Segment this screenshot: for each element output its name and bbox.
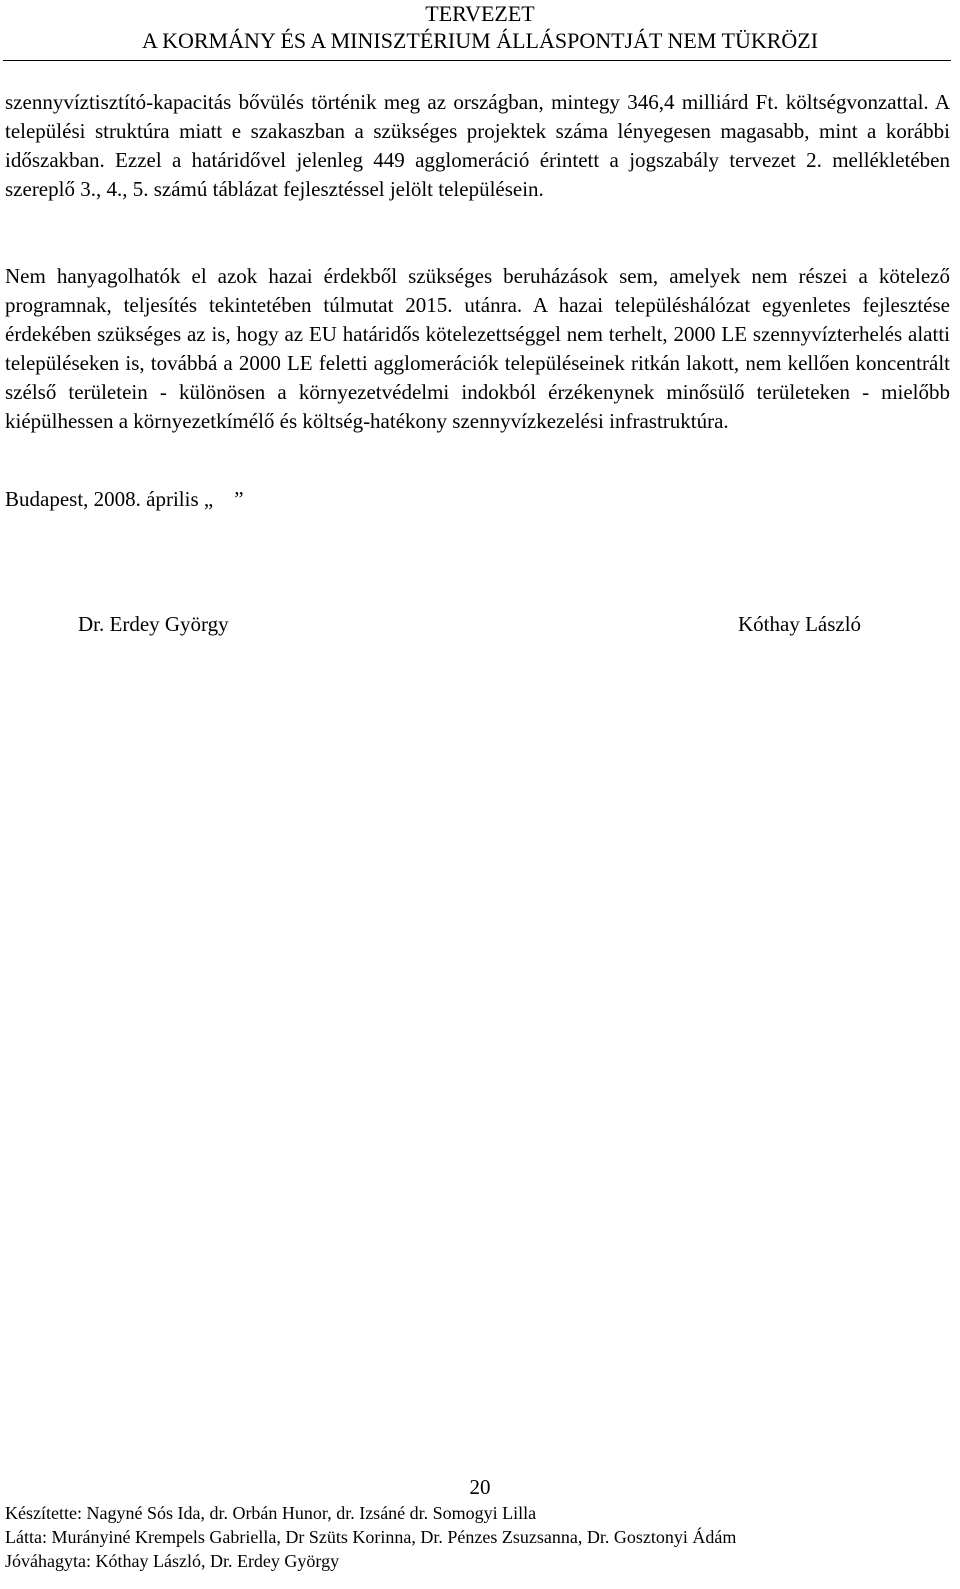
page-number: 20 — [469, 1475, 491, 1499]
footer-approved-by: Jóváhagyta: Kóthay László, Dr. Erdey György — [5, 1551, 340, 1571]
place-date-line: Budapest, 2008. április „ ” — [5, 487, 244, 511]
signatory-right: Kóthay László — [738, 612, 862, 636]
header-divider — [3, 60, 951, 61]
footer-prepared-by: Készítette: Nagyné Sós Ida, dr. Orbán Hunor, dr. Izsáné dr. Somogyi Lilla — [5, 1503, 537, 1523]
draft-disclaimer: A KORMÁNY ÉS A MINISZTÉRIUM ÁLLÁSPONTJÁT NEM TÜKRÖZI — [141, 28, 819, 53]
signatory-left: Dr. Erdey György — [78, 612, 229, 636]
body-paragraph: Nem hanyagolhatók el azok hazai érdekből szükséges beruházások sem, amelyek nem részei a kötelező programnak, teljesítés tekintetében túlmutat 2015. utánra. A hazai településhálózat egyenletes fejlesztése érdekében szükséges az is, hogy az EU határidős kötelezettséggel nem terhelt, 2000 LE szennyvízterhelés alatti településeken is, továbbá a 2000 LE feletti agglomerációk településeinek ritkán lakott, nem kellően koncentrált szélső területein - különösen a környezetvédelmi indokból érzékenynek minősülő területeken - mielőbb kiépülhessen a környezetkímélő és költség-hatékony szennyvízkezelési infrastruktúra. — [5, 264, 950, 433]
body-paragraph: szennyvíztisztító-kapacitás bővülés történik meg az országban, mintegy 346,4 milliárd Ft. költségvonzattal. A települési struktúra miatt e szakaszban a szükséges projektek száma lényegesen magasabb, mint a korábbi időszakban. Ezzel a határidővel jelenleg 449 agglomeráció érintett a jogszabály tervezet 2. mellékletében szereplő 3., 4., 5. számú táblázat fejlesztéssel jelölt településein. — [5, 90, 950, 201]
footer-seen-by: Látta: Murányiné Krempels Gabriella, Dr Szüts Korinna, Dr. Pénzes Zsuzsanna, Dr. Gosztonyi Ádám — [5, 1527, 737, 1547]
draft-title: TERVEZET — [425, 1, 535, 26]
document-header — [0, 0, 960, 54]
